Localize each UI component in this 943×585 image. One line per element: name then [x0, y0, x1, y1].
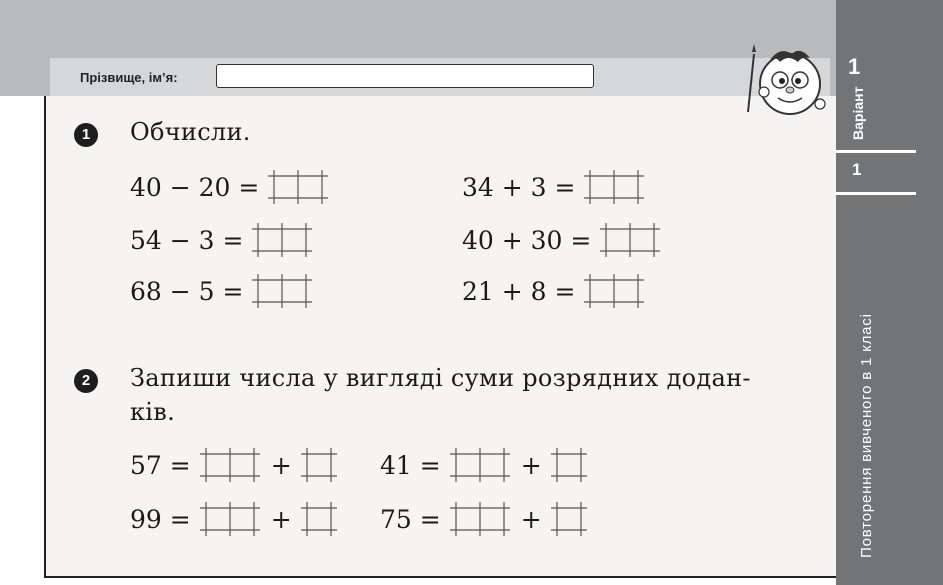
page-number: 1	[852, 160, 862, 179]
tens-grid[interactable]	[447, 446, 513, 484]
sidebar-divider	[836, 150, 916, 153]
task-2-number: 2	[74, 369, 98, 393]
tens-grid[interactable]	[447, 500, 513, 538]
task-1-right-row-2	[462, 220, 663, 260]
expression: 75 =	[380, 504, 441, 534]
expression: 68 − 5 =	[130, 276, 244, 306]
answer-grid-2[interactable]	[581, 168, 647, 206]
sidebar-divider	[836, 192, 916, 195]
task-1-right-row-1	[462, 167, 647, 207]
plus-sign: +	[520, 450, 542, 480]
mascot-illustration-icon	[740, 42, 830, 120]
tens-grid[interactable]	[197, 500, 263, 538]
variant-number: 1	[848, 54, 861, 79]
expression: 40 − 20 =	[130, 172, 260, 202]
name-bar	[50, 58, 830, 96]
expression: 54 − 3 =	[130, 225, 244, 255]
expression: 41 =	[380, 450, 441, 480]
task-1-title: Обчисли.	[130, 118, 251, 146]
task-1-left-row-1	[130, 167, 331, 207]
task-2-row-2-right	[380, 499, 590, 539]
expression: 99 =	[130, 504, 191, 534]
units-grid[interactable]	[548, 446, 590, 484]
answer-grid-2[interactable]	[249, 221, 315, 259]
task-1-left-row-3	[130, 271, 315, 311]
variant-label: Варіант	[850, 86, 866, 140]
task-2-title-line-1: Запиши числа у вигляді суми розрядних додан-	[130, 364, 751, 392]
task-1-right-row-3	[462, 271, 647, 311]
name-label: Прізвище, ім’я:	[80, 70, 178, 85]
worksheet	[44, 96, 838, 578]
tens-grid[interactable]	[197, 446, 263, 484]
task-2-row-2-left	[130, 499, 340, 539]
units-grid[interactable]	[298, 500, 340, 538]
answer-grid-2[interactable]	[597, 221, 663, 259]
expression: 57 =	[130, 450, 191, 480]
units-grid[interactable]	[548, 500, 590, 538]
plus-sign: +	[520, 504, 542, 534]
answer-grid-2[interactable]	[249, 272, 315, 310]
task-1-left-row-2	[130, 220, 315, 260]
plus-sign: +	[270, 450, 292, 480]
task-2-row-1-left	[130, 445, 340, 485]
expression: 40 + 30 =	[462, 225, 592, 255]
expression: 34 + 3 =	[462, 172, 576, 202]
answer-grid-2[interactable]	[581, 272, 647, 310]
expression: 21 + 8 =	[462, 276, 576, 306]
task-2-row-1-right	[380, 445, 590, 485]
answer-grid-2[interactable]	[265, 168, 331, 206]
sidebar	[836, 0, 943, 585]
task-1-number: 1	[74, 123, 98, 147]
plus-sign: +	[270, 504, 292, 534]
task-2-title-line-2: ків.	[130, 398, 176, 426]
name-input-field[interactable]	[216, 64, 594, 88]
units-grid[interactable]	[298, 446, 340, 484]
topic-label: Повторення вивченого в 1 класі	[858, 313, 875, 558]
